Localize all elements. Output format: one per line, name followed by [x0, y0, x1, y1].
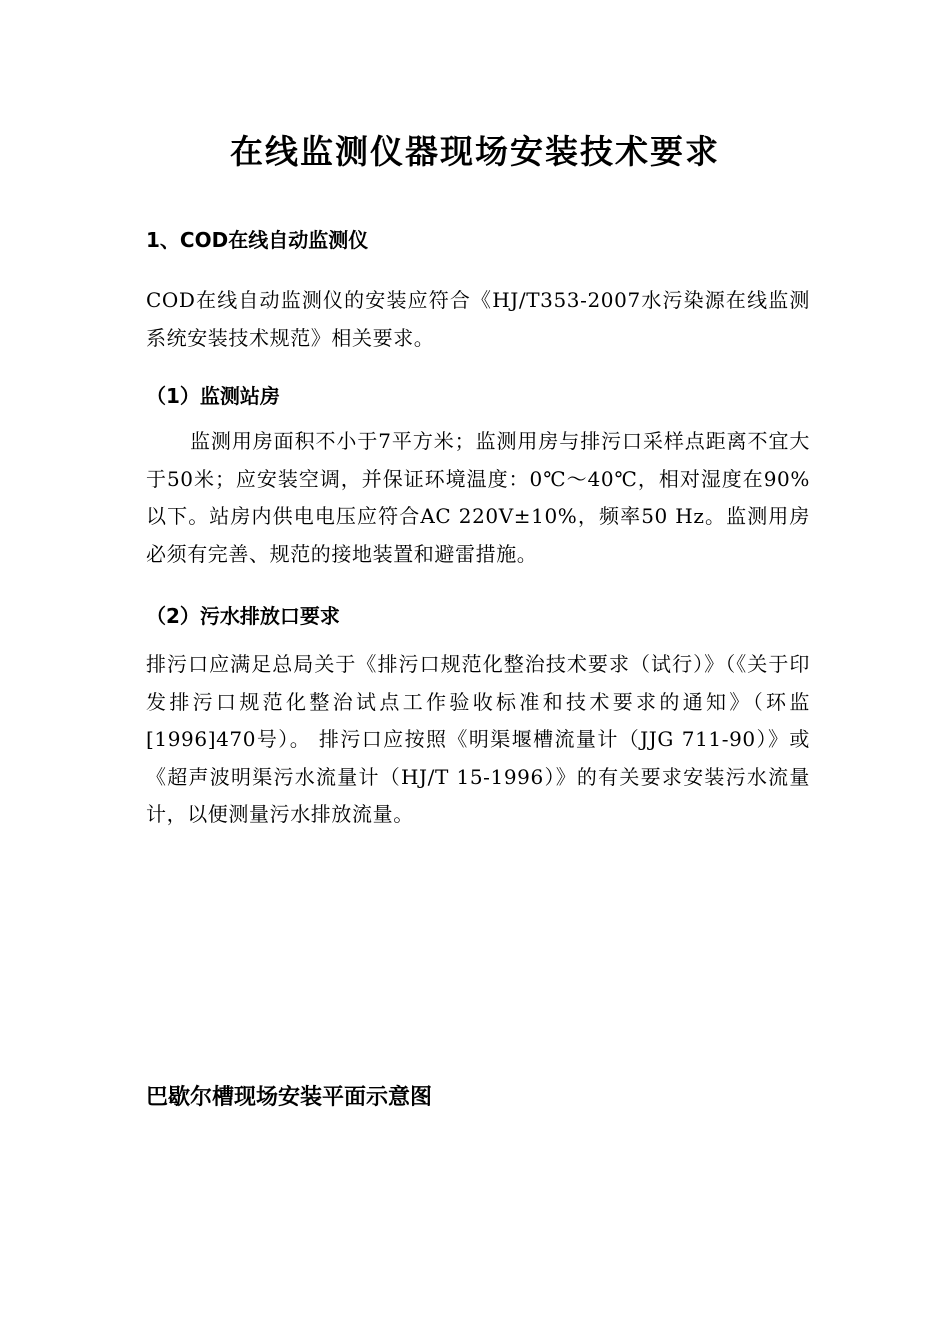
figure-heading-parshall-flume: 巴歇尔槽现场安装平面示意图 — [146, 1085, 433, 1110]
document-title: 在线监测仪器现场安装技术要求 — [230, 132, 720, 171]
subsection-paragraph-discharge-outlet: 排污口应满足总局关于《排污口规范化整治技术要求（试行）》（《关于印发排污口规范化整治试点工作验收标准和技术要求的通知》（环监[1996]470号）。 排污口应按照《明渠堰槽流量计（JJG 711-90）》或《超声波明渠污水流量计（HJ/T 15-1996）》的有关要求安装污水流量计，以便测量污水排放流量。 — [146, 652, 810, 826]
section-paragraph-cod-monitor: COD在线自动监测仪的安装应符合《HJ/T353-2007水污染源在线监测系统安装技术规范》相关要求。 — [146, 288, 810, 350]
subsection-paragraph-monitoring-station: 监测用房面积不小于7平方米；监测用房与排污口采样点距离不宜大于50米；应安装空调，并保证环境温度：0℃～40℃，相对湿度在90%以下。站房内供电电压应符合AC 220V±10%，频率50 Hz。监测用房必须有完善、规范的接地装置和避雷措施。 — [146, 429, 810, 566]
section-heading-cod-monitor: 1、COD在线自动监测仪 — [146, 228, 369, 252]
subsection-heading-discharge-outlet: （2）污水排放口要求 — [146, 604, 340, 628]
subsection-heading-monitoring-station: （1）监测站房 — [146, 384, 280, 408]
